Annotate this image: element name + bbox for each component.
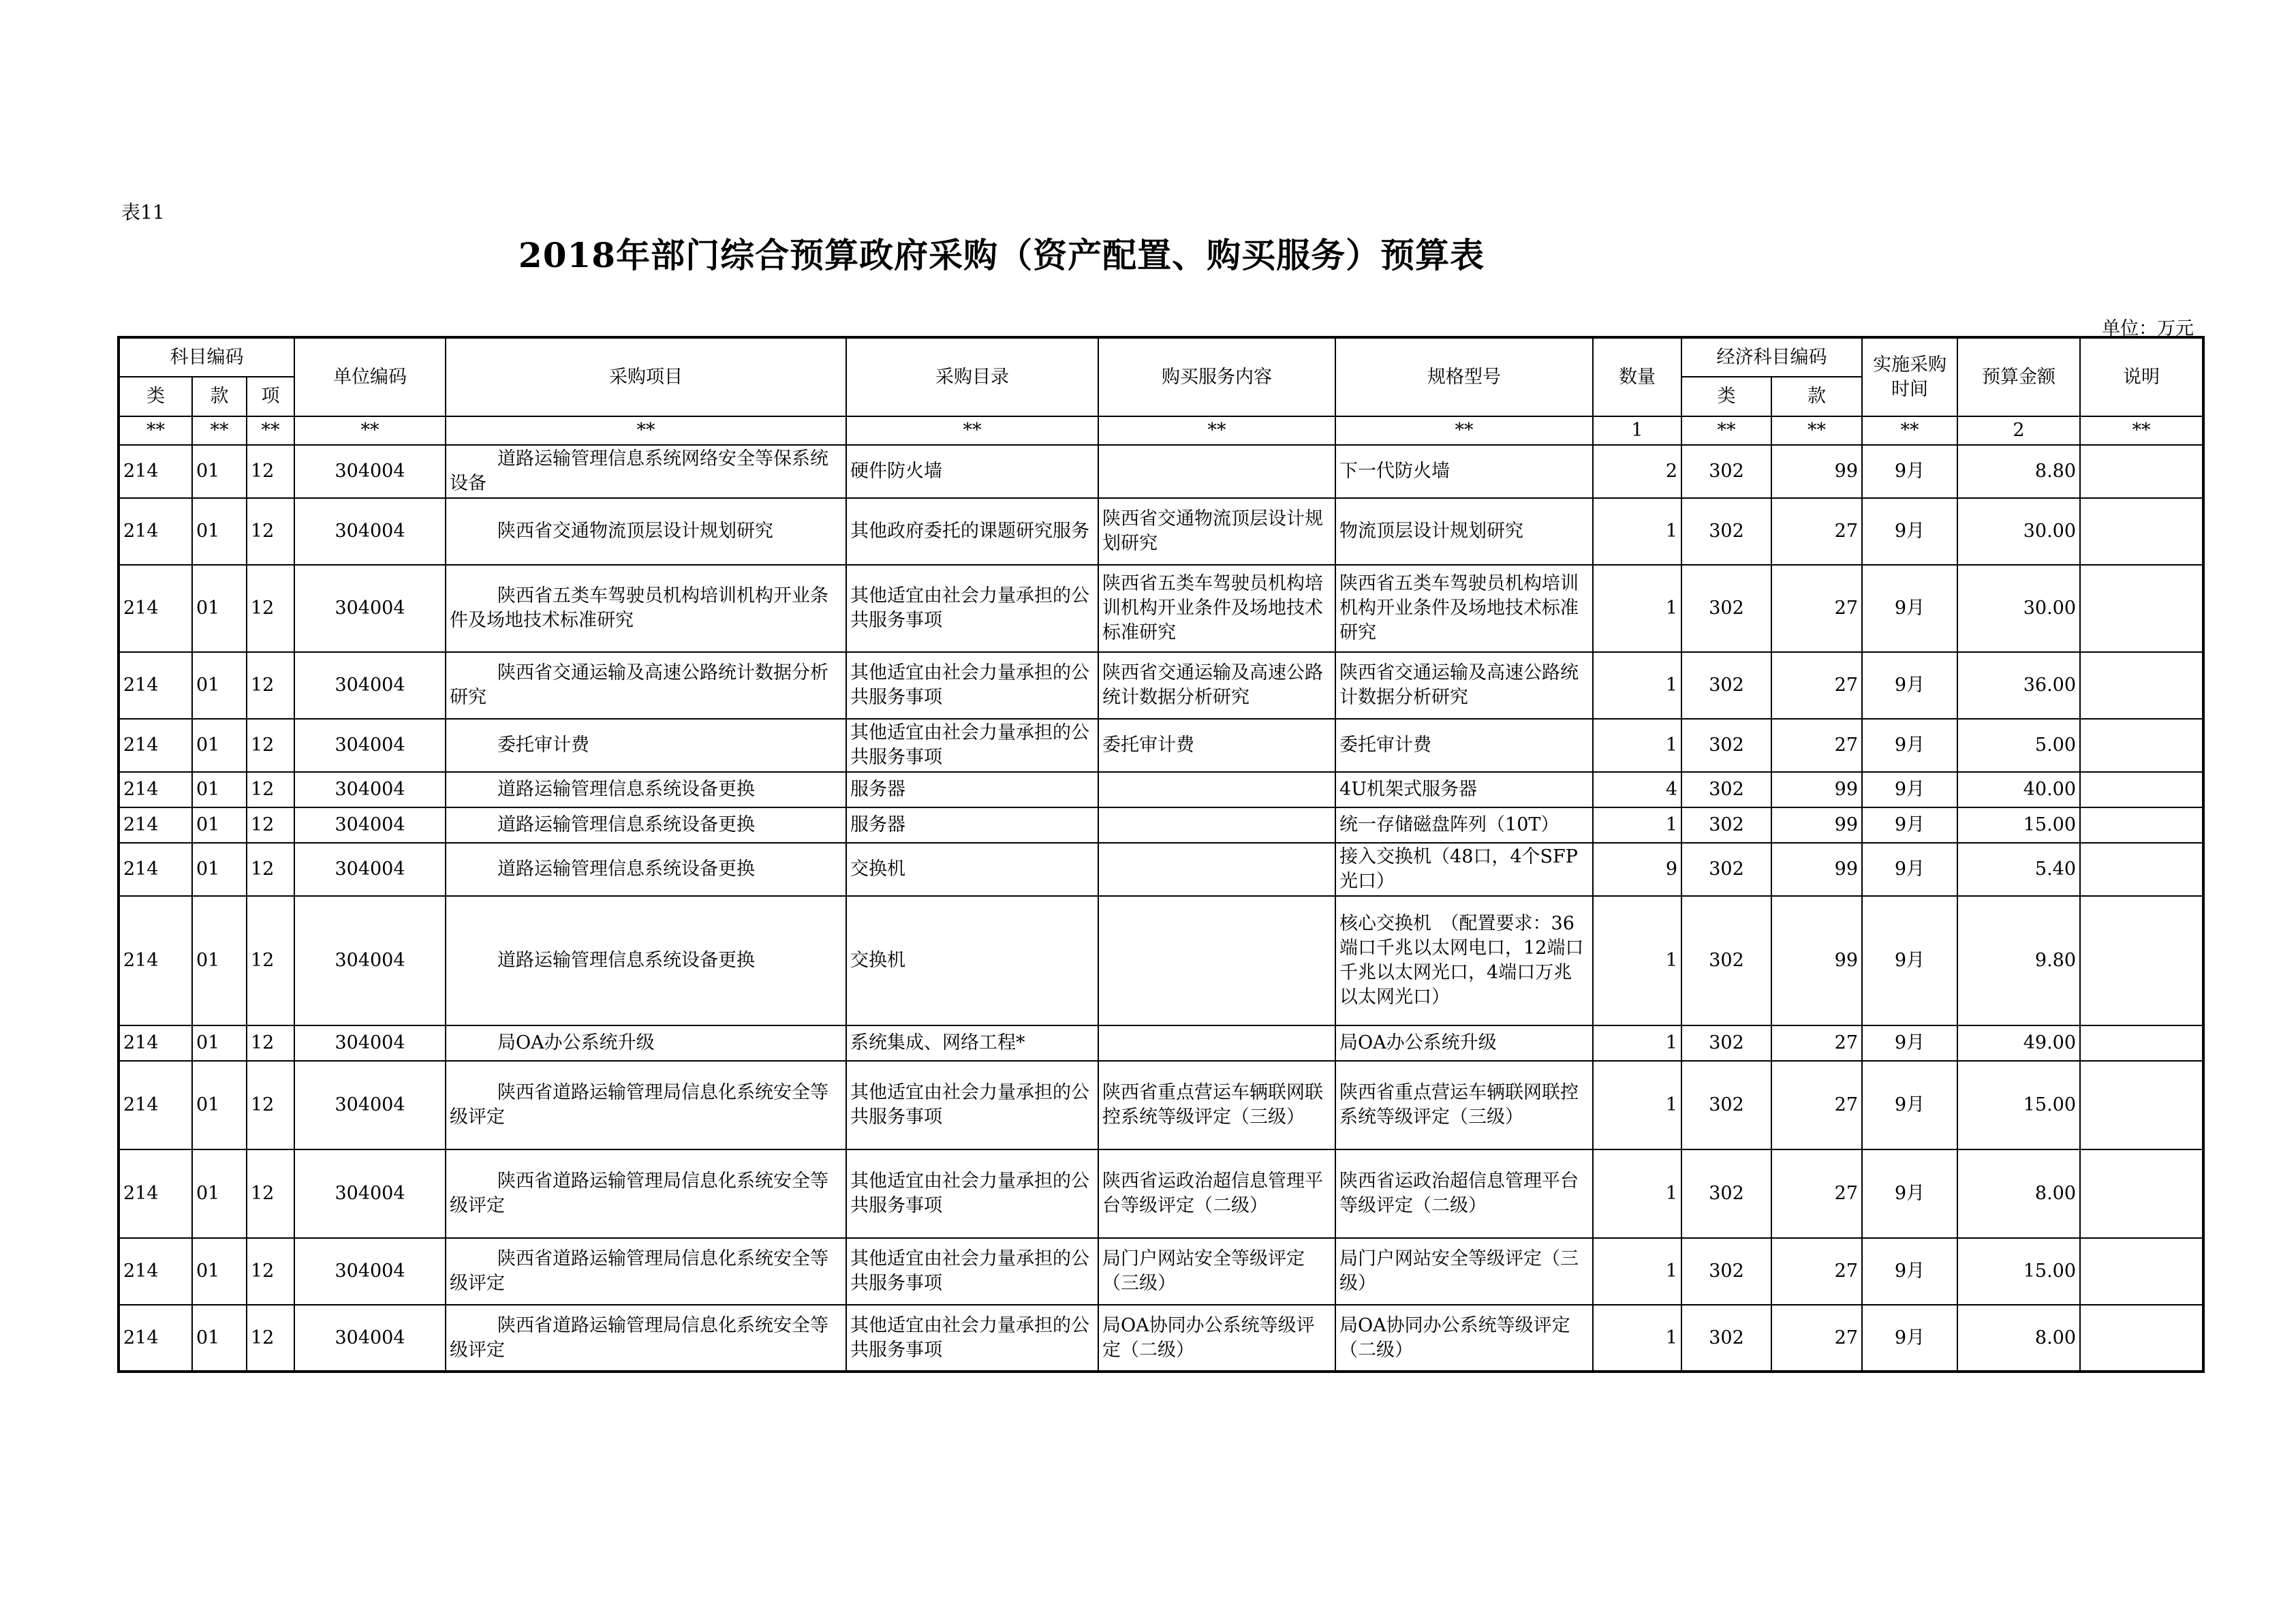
cell-econ-kuan: 27 bbox=[1771, 1238, 1862, 1305]
cell-note bbox=[2080, 565, 2203, 652]
cell-qty: 1 bbox=[1593, 1305, 1681, 1372]
cell-econ-kuan: 27 bbox=[1771, 498, 1862, 565]
cell-xiang: 12 bbox=[247, 498, 294, 565]
cell-amount: 5.00 bbox=[1957, 719, 2080, 772]
cell-amount: 36.00 bbox=[1957, 652, 2080, 719]
header-subject-code: 科目编码 bbox=[119, 337, 294, 377]
cell-unit-code: 304004 bbox=[294, 1149, 446, 1238]
cell-unit-code: 304004 bbox=[294, 445, 446, 498]
cell-qty: 4 bbox=[1593, 772, 1681, 807]
cell-unit-code: 304004 bbox=[294, 652, 446, 719]
header-catalog: 采购目录 bbox=[846, 337, 1098, 416]
cell-time: 9月 bbox=[1862, 843, 1957, 896]
cell-xiang: 12 bbox=[247, 772, 294, 807]
cell-time: 9月 bbox=[1862, 896, 1957, 1025]
cell-lei: 214 bbox=[119, 498, 192, 565]
table-row bbox=[119, 772, 2203, 807]
cell-service: 陕西省交通运输及高速公路统计数据分析研究 bbox=[1098, 652, 1335, 719]
cell-project: 道路运输管理信息系统设备更换 bbox=[446, 843, 846, 896]
cell-unit-code: 304004 bbox=[294, 1305, 446, 1372]
cell-econ-lei: 302 bbox=[1681, 1025, 1771, 1061]
cell-project: 陕西省交通运输及高速公路统计数据分析研究 bbox=[446, 652, 846, 719]
cell-kuan: 01 bbox=[192, 498, 247, 565]
cell-service: 陕西省运政治超信息管理平台等级评定（二级） bbox=[1098, 1149, 1335, 1238]
cell-kuan: 01 bbox=[192, 807, 247, 843]
cell-qty: 1 bbox=[1593, 498, 1681, 565]
cell-project: 道路运输管理信息系统设备更换 bbox=[446, 807, 846, 843]
cell-econ-kuan: 27 bbox=[1771, 1061, 1862, 1149]
cell-catalog: 硬件防火墙 bbox=[846, 445, 1098, 498]
cell-time: 9月 bbox=[1862, 498, 1957, 565]
cell-lei: 214 bbox=[119, 1025, 192, 1061]
marker-cell: ** bbox=[1681, 416, 1771, 445]
cell-service bbox=[1098, 772, 1335, 807]
cell-xiang: 12 bbox=[247, 719, 294, 772]
header-kuan: 款 bbox=[192, 377, 247, 416]
cell-amount: 8.00 bbox=[1957, 1305, 2080, 1372]
cell-lei: 214 bbox=[119, 1061, 192, 1149]
table-row bbox=[119, 652, 2203, 719]
header-amount: 预算金额 bbox=[1957, 337, 2080, 416]
cell-spec: 陕西省重点营运车辆联网联控系统等级评定（三级） bbox=[1335, 1061, 1593, 1149]
table-label: 表11 bbox=[121, 201, 165, 223]
cell-econ-kuan: 99 bbox=[1771, 807, 1862, 843]
cell-econ-lei: 302 bbox=[1681, 807, 1771, 843]
cell-unit-code: 304004 bbox=[294, 843, 446, 896]
cell-project: 局OA办公系统升级 bbox=[446, 1025, 846, 1061]
header-qty: 数量 bbox=[1593, 337, 1681, 416]
marker-cell: 1 bbox=[1593, 416, 1681, 445]
cell-qty: 1 bbox=[1593, 1061, 1681, 1149]
cell-econ-lei: 302 bbox=[1681, 843, 1771, 896]
cell-catalog: 服务器 bbox=[846, 772, 1098, 807]
cell-project: 陕西省道路运输管理局信息化系统安全等级评定 bbox=[446, 1305, 846, 1372]
cell-unit-code: 304004 bbox=[294, 1238, 446, 1305]
header-unit-code: 单位编码 bbox=[294, 337, 446, 416]
cell-spec: 局OA协同办公系统等级评定（二级） bbox=[1335, 1305, 1593, 1372]
cell-unit-code: 304004 bbox=[294, 719, 446, 772]
cell-kuan: 01 bbox=[192, 445, 247, 498]
cell-xiang: 12 bbox=[247, 445, 294, 498]
cell-service bbox=[1098, 445, 1335, 498]
cell-lei: 214 bbox=[119, 1149, 192, 1238]
cell-unit-code: 304004 bbox=[294, 772, 446, 807]
cell-service: 局OA协同办公系统等级评定（二级） bbox=[1098, 1305, 1335, 1372]
cell-note bbox=[2080, 1025, 2203, 1061]
cell-note bbox=[2080, 652, 2203, 719]
marker-row bbox=[119, 416, 2203, 445]
cell-amount: 30.00 bbox=[1957, 498, 2080, 565]
cell-note bbox=[2080, 445, 2203, 498]
cell-catalog: 其他适宜由社会力量承担的公共服务事项 bbox=[846, 1061, 1098, 1149]
cell-kuan: 01 bbox=[192, 1305, 247, 1372]
cell-spec: 局OA办公系统升级 bbox=[1335, 1025, 1593, 1061]
marker-cell: ** bbox=[294, 416, 446, 445]
cell-qty: 1 bbox=[1593, 565, 1681, 652]
marker-cell: ** bbox=[192, 416, 247, 445]
header-project: 采购项目 bbox=[446, 337, 846, 416]
marker-cell: ** bbox=[1098, 416, 1335, 445]
cell-qty: 1 bbox=[1593, 1238, 1681, 1305]
cell-note bbox=[2080, 1061, 2203, 1149]
cell-note bbox=[2080, 1149, 2203, 1238]
table-row bbox=[119, 1305, 2203, 1372]
cell-spec: 陕西省五类车驾驶员机构培训机构开业条件及场地技术标准研究 bbox=[1335, 565, 1593, 652]
cell-note bbox=[2080, 843, 2203, 896]
cell-catalog: 交换机 bbox=[846, 843, 1098, 896]
cell-qty: 1 bbox=[1593, 652, 1681, 719]
cell-project: 委托审计费 bbox=[446, 719, 846, 772]
cell-time: 9月 bbox=[1862, 1025, 1957, 1061]
cell-catalog: 其他适宜由社会力量承担的公共服务事项 bbox=[846, 565, 1098, 652]
cell-kuan: 01 bbox=[192, 1149, 247, 1238]
cell-kuan: 01 bbox=[192, 896, 247, 1025]
cell-service bbox=[1098, 843, 1335, 896]
cell-kuan: 01 bbox=[192, 843, 247, 896]
cell-note bbox=[2080, 719, 2203, 772]
cell-xiang: 12 bbox=[247, 652, 294, 719]
cell-note bbox=[2080, 772, 2203, 807]
cell-kuan: 01 bbox=[192, 652, 247, 719]
cell-time: 9月 bbox=[1862, 565, 1957, 652]
table-row bbox=[119, 498, 2203, 565]
cell-econ-lei: 302 bbox=[1681, 445, 1771, 498]
header-lei: 类 bbox=[119, 377, 192, 416]
cell-project: 陕西省道路运输管理局信息化系统安全等级评定 bbox=[446, 1149, 846, 1238]
cell-amount: 5.40 bbox=[1957, 843, 2080, 896]
cell-econ-lei: 302 bbox=[1681, 719, 1771, 772]
cell-lei: 214 bbox=[119, 896, 192, 1025]
cell-spec: 4U机架式服务器 bbox=[1335, 772, 1593, 807]
cell-spec: 接入交换机（48口，4个SFP光口） bbox=[1335, 843, 1593, 896]
marker-cell: 2 bbox=[1957, 416, 2080, 445]
table-row bbox=[119, 445, 2203, 498]
cell-xiang: 12 bbox=[247, 896, 294, 1025]
cell-lei: 214 bbox=[119, 652, 192, 719]
header-econ-code: 经济科目编码 bbox=[1681, 337, 1862, 377]
cell-service: 局门户网站安全等级评定（三级） bbox=[1098, 1238, 1335, 1305]
cell-unit-code: 304004 bbox=[294, 896, 446, 1025]
cell-amount: 15.00 bbox=[1957, 1061, 2080, 1149]
cell-amount: 15.00 bbox=[1957, 1238, 2080, 1305]
table-row bbox=[119, 1061, 2203, 1149]
cell-xiang: 12 bbox=[247, 1238, 294, 1305]
cell-project: 陕西省交通物流顶层设计规划研究 bbox=[446, 498, 846, 565]
cell-project: 道路运输管理信息系统网络安全等保系统设备 bbox=[446, 445, 846, 498]
cell-econ-kuan: 27 bbox=[1771, 565, 1862, 652]
cell-note bbox=[2080, 896, 2203, 1025]
cell-amount: 8.00 bbox=[1957, 1149, 2080, 1238]
cell-lei: 214 bbox=[119, 843, 192, 896]
header-note: 说明 bbox=[2080, 337, 2203, 416]
cell-catalog: 其他适宜由社会力量承担的公共服务事项 bbox=[846, 719, 1098, 772]
cell-spec: 下一代防火墙 bbox=[1335, 445, 1593, 498]
cell-econ-lei: 302 bbox=[1681, 772, 1771, 807]
unit-label: 单位：万元 bbox=[2102, 318, 2194, 339]
cell-econ-lei: 302 bbox=[1681, 652, 1771, 719]
cell-time: 9月 bbox=[1862, 1238, 1957, 1305]
cell-econ-kuan: 27 bbox=[1771, 652, 1862, 719]
cell-econ-kuan: 99 bbox=[1771, 843, 1862, 896]
cell-kuan: 01 bbox=[192, 772, 247, 807]
cell-time: 9月 bbox=[1862, 1149, 1957, 1238]
cell-unit-code: 304004 bbox=[294, 1061, 446, 1149]
cell-econ-kuan: 27 bbox=[1771, 1025, 1862, 1061]
cell-lei: 214 bbox=[119, 445, 192, 498]
cell-kuan: 01 bbox=[192, 1238, 247, 1305]
cell-xiang: 12 bbox=[247, 1025, 294, 1061]
table-row bbox=[119, 1238, 2203, 1305]
cell-catalog: 服务器 bbox=[846, 807, 1098, 843]
cell-kuan: 01 bbox=[192, 719, 247, 772]
cell-spec: 陕西省运政治超信息管理平台等级评定（二级） bbox=[1335, 1149, 1593, 1238]
cell-xiang: 12 bbox=[247, 807, 294, 843]
marker-cell: ** bbox=[119, 416, 192, 445]
cell-spec: 陕西省交通运输及高速公路统计数据分析研究 bbox=[1335, 652, 1593, 719]
cell-catalog: 系统集成、网络工程* bbox=[846, 1025, 1098, 1061]
cell-lei: 214 bbox=[119, 1305, 192, 1372]
cell-spec: 物流顶层设计规划研究 bbox=[1335, 498, 1593, 565]
cell-amount: 30.00 bbox=[1957, 565, 2080, 652]
cell-econ-kuan: 27 bbox=[1771, 719, 1862, 772]
cell-spec: 委托审计费 bbox=[1335, 719, 1593, 772]
cell-xiang: 12 bbox=[247, 565, 294, 652]
cell-project: 陕西省五类车驾驶员机构培训机构开业条件及场地技术标准研究 bbox=[446, 565, 846, 652]
cell-time: 9月 bbox=[1862, 652, 1957, 719]
marker-cell: ** bbox=[247, 416, 294, 445]
cell-unit-code: 304004 bbox=[294, 565, 446, 652]
table-row bbox=[119, 843, 2203, 896]
cell-unit-code: 304004 bbox=[294, 1025, 446, 1061]
cell-note bbox=[2080, 1238, 2203, 1305]
cell-econ-lei: 302 bbox=[1681, 1305, 1771, 1372]
cell-lei: 214 bbox=[119, 719, 192, 772]
cell-service bbox=[1098, 807, 1335, 843]
cell-kuan: 01 bbox=[192, 1061, 247, 1149]
table-row bbox=[119, 719, 2203, 772]
cell-spec: 局门户网站安全等级评定（三级） bbox=[1335, 1238, 1593, 1305]
cell-econ-kuan: 99 bbox=[1771, 445, 1862, 498]
cell-econ-lei: 302 bbox=[1681, 1238, 1771, 1305]
cell-qty: 1 bbox=[1593, 807, 1681, 843]
cell-unit-code: 304004 bbox=[294, 498, 446, 565]
cell-catalog: 其他政府委托的课题研究服务 bbox=[846, 498, 1098, 565]
header-spec: 规格型号 bbox=[1335, 337, 1593, 416]
cell-note bbox=[2080, 498, 2203, 565]
cell-time: 9月 bbox=[1862, 1061, 1957, 1149]
cell-amount: 8.80 bbox=[1957, 445, 2080, 498]
cell-note bbox=[2080, 807, 2203, 843]
page-title: 2018年部门综合预算政府采购（资产配置、购买服务）预算表 bbox=[518, 235, 1485, 275]
cell-econ-kuan: 99 bbox=[1771, 896, 1862, 1025]
cell-xiang: 12 bbox=[247, 843, 294, 896]
cell-qty: 1 bbox=[1593, 719, 1681, 772]
table-row bbox=[119, 565, 2203, 652]
cell-xiang: 12 bbox=[247, 1061, 294, 1149]
cell-xiang: 12 bbox=[247, 1149, 294, 1238]
cell-time: 9月 bbox=[1862, 719, 1957, 772]
cell-service: 陕西省交通物流顶层设计规划研究 bbox=[1098, 498, 1335, 565]
cell-econ-kuan: 27 bbox=[1771, 1305, 1862, 1372]
cell-project: 陕西省道路运输管理局信息化系统安全等级评定 bbox=[446, 1238, 846, 1305]
header-econ-lei: 类 bbox=[1681, 377, 1771, 416]
cell-econ-lei: 302 bbox=[1681, 498, 1771, 565]
cell-econ-kuan: 27 bbox=[1771, 1149, 1862, 1238]
cell-qty: 1 bbox=[1593, 896, 1681, 1025]
cell-project: 道路运输管理信息系统设备更换 bbox=[446, 772, 846, 807]
cell-time: 9月 bbox=[1862, 445, 1957, 498]
marker-cell: ** bbox=[1862, 416, 1957, 445]
marker-cell: ** bbox=[1335, 416, 1593, 445]
cell-catalog: 其他适宜由社会力量承担的公共服务事项 bbox=[846, 1305, 1098, 1372]
cell-note bbox=[2080, 1305, 2203, 1372]
cell-lei: 214 bbox=[119, 807, 192, 843]
cell-unit-code: 304004 bbox=[294, 807, 446, 843]
header-time: 实施采购时间 bbox=[1862, 337, 1957, 416]
cell-amount: 49.00 bbox=[1957, 1025, 2080, 1061]
cell-project: 道路运输管理信息系统设备更换 bbox=[446, 896, 846, 1025]
cell-service bbox=[1098, 896, 1335, 1025]
cell-catalog: 其他适宜由社会力量承担的公共服务事项 bbox=[846, 652, 1098, 719]
marker-cell: ** bbox=[1771, 416, 1862, 445]
table-row bbox=[119, 807, 2203, 843]
cell-lei: 214 bbox=[119, 1238, 192, 1305]
cell-qty: 2 bbox=[1593, 445, 1681, 498]
table-row bbox=[119, 1025, 2203, 1061]
cell-amount: 9.80 bbox=[1957, 896, 2080, 1025]
cell-xiang: 12 bbox=[247, 1305, 294, 1372]
cell-econ-lei: 302 bbox=[1681, 896, 1771, 1025]
cell-catalog: 其他适宜由社会力量承担的公共服务事项 bbox=[846, 1238, 1098, 1305]
header-econ-kuan: 款 bbox=[1771, 377, 1862, 416]
cell-service bbox=[1098, 1025, 1335, 1061]
cell-service: 陕西省五类车驾驶员机构培训机构开业条件及场地技术标准研究 bbox=[1098, 565, 1335, 652]
cell-qty: 1 bbox=[1593, 1149, 1681, 1238]
cell-spec: 统一存储磁盘阵列（10T） bbox=[1335, 807, 1593, 843]
header-service: 购买服务内容 bbox=[1098, 337, 1335, 416]
cell-amount: 15.00 bbox=[1957, 807, 2080, 843]
cell-time: 9月 bbox=[1862, 772, 1957, 807]
header-xiang: 项 bbox=[247, 377, 294, 416]
cell-econ-lei: 302 bbox=[1681, 565, 1771, 652]
cell-time: 9月 bbox=[1862, 1305, 1957, 1372]
cell-kuan: 01 bbox=[192, 1025, 247, 1061]
cell-qty: 1 bbox=[1593, 1025, 1681, 1061]
marker-cell: ** bbox=[446, 416, 846, 445]
cell-lei: 214 bbox=[119, 772, 192, 807]
table-row bbox=[119, 1149, 2203, 1238]
cell-econ-kuan: 99 bbox=[1771, 772, 1862, 807]
cell-service: 委托审计费 bbox=[1098, 719, 1335, 772]
marker-cell: ** bbox=[2080, 416, 2203, 445]
cell-qty: 9 bbox=[1593, 843, 1681, 896]
cell-econ-lei: 302 bbox=[1681, 1149, 1771, 1238]
cell-econ-lei: 302 bbox=[1681, 1061, 1771, 1149]
budget-table bbox=[117, 336, 2205, 1373]
marker-cell: ** bbox=[846, 416, 1098, 445]
cell-lei: 214 bbox=[119, 565, 192, 652]
table-row bbox=[119, 896, 2203, 1025]
cell-service: 陕西省重点营运车辆联网联控系统等级评定（三级） bbox=[1098, 1061, 1335, 1149]
cell-catalog: 交换机 bbox=[846, 896, 1098, 1025]
cell-time: 9月 bbox=[1862, 807, 1957, 843]
cell-amount: 40.00 bbox=[1957, 772, 2080, 807]
cell-kuan: 01 bbox=[192, 565, 247, 652]
cell-spec: 核心交换机 （配置要求：36端口千兆以太网电口，12端口千兆以太网光口，4端口万兆以太网光口） bbox=[1335, 896, 1593, 1025]
cell-project: 陕西省道路运输管理局信息化系统安全等级评定 bbox=[446, 1061, 846, 1149]
cell-catalog: 其他适宜由社会力量承担的公共服务事项 bbox=[846, 1149, 1098, 1238]
